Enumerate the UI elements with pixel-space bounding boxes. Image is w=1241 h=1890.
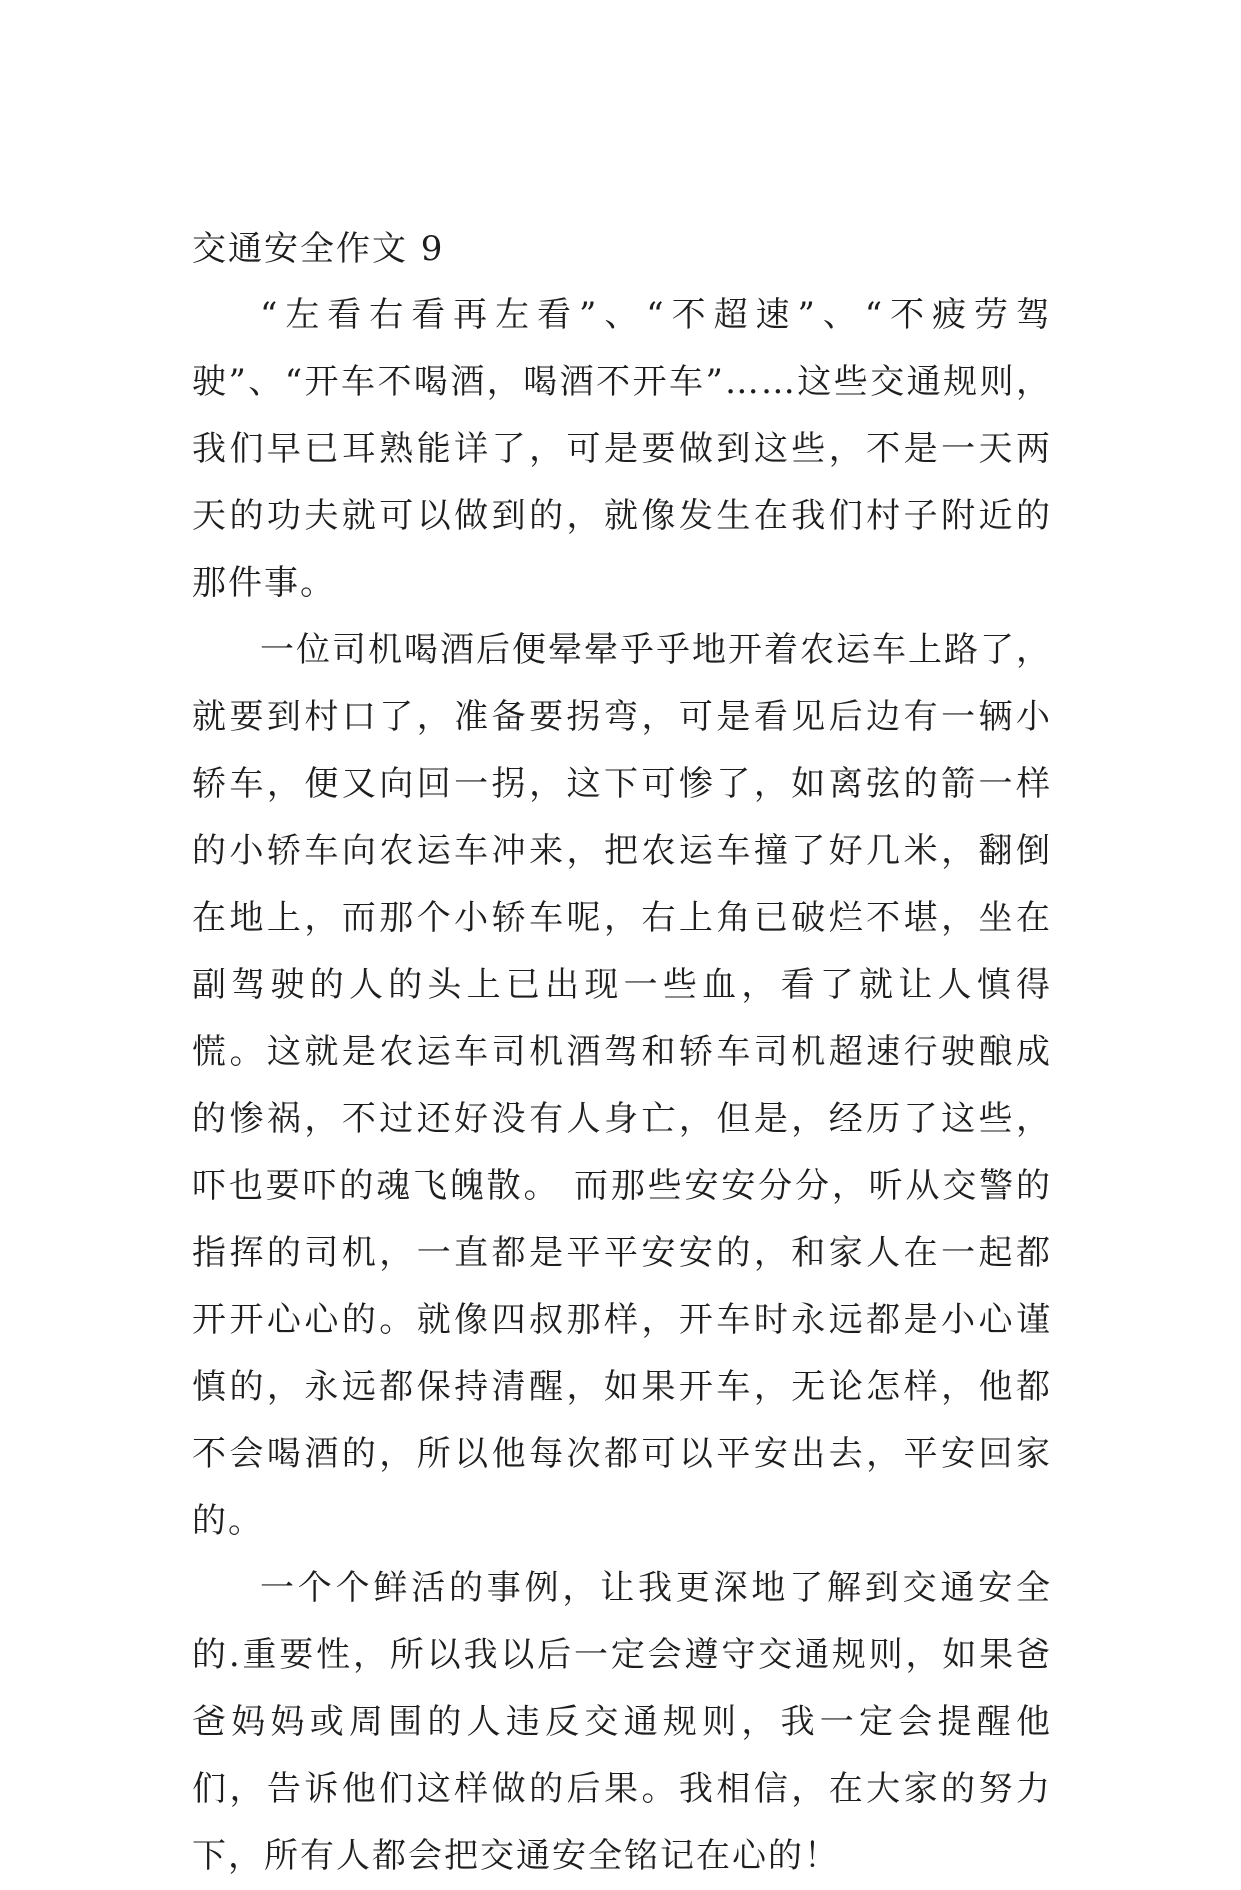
document-body [192,216,1052,1890]
paragraph-2: 一位司机喝酒后便晕晕乎乎地开着农运车上路了，就要到村口了，准备要拐弯，可是看见后边有一辆小轿车，便又向回一拐，这下可惨了，如离弦的箭一样的小轿车向农运车冲来，把农运车撞了好几米，翻倒在地上，而那个小轿车呢，右上角已破烂不堪，坐在副驾驶的人的头上已出现一些血，看了就让人慎得慌。这就是农运车司机酒驾和轿车司机超速行驶酿成的惨祸，不过还好没有人身亡，但是，经历了这些，吓也要吓的魂飞魄散。 而那些安安分分，听从交警的指挥的司机，一直都是平平安安的，和家人在一起都开开心心的。就像四叔那样，开车时永远都是小心谨慎的，永远都保持清醒，如果开车，无论怎样，他都不会喝酒的，所以他每次都可以平安出去，平安回家的。 [192,630,1052,1541]
document-title: 交通安全作文 9 [192,229,445,269]
paragraph-1: “左看右看再左看”、“不超速”、“不疲劳驾驶”、“开车不喝酒，喝酒不开车”……这些交通规则，我们早已耳熟能详了，可是要做到这些，不是一天两天的功夫就可以做到的，就像发生在我们村子附近的那件事。 [192,295,1052,603]
paragraph-3: 一个个鲜活的事例，让我更深地了解到交通安全的.重要性，所以我以后一定会遵守交通规则，如果爸爸妈妈或周围的人违反交通规则，我一定会提醒他们，告诉他们这样做的后果。我相信，在大家的努力下，所有人都会把交通安全铭记在心的！ [192,1568,1052,1876]
